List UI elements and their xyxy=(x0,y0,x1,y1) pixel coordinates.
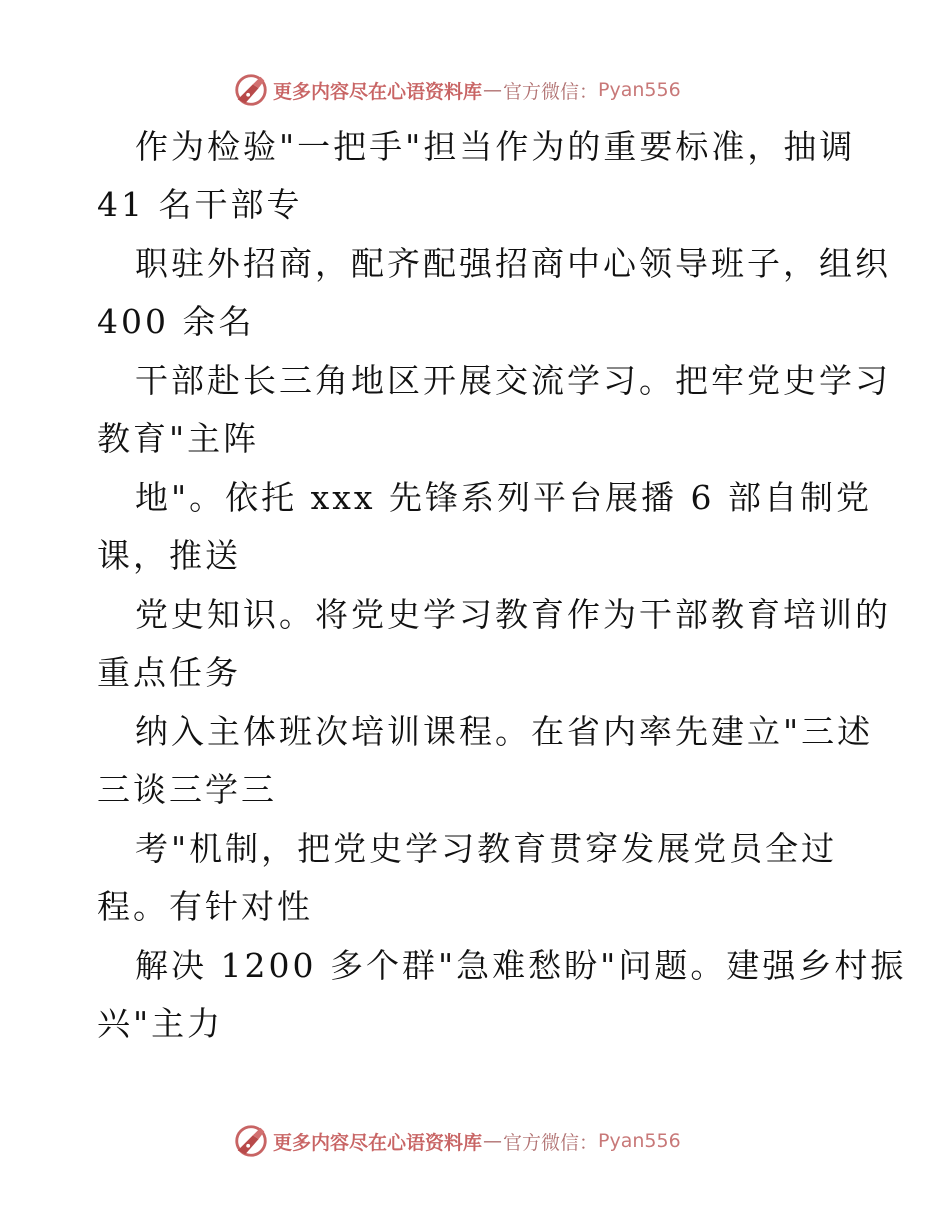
body-line: 400 余名 xyxy=(97,302,255,341)
body-line: 地"。依托 xxx 先锋系列平台展播 6 部自制党 xyxy=(135,478,872,517)
body-line: 考"机制，把党史学习教育贯穿发展党员全过 xyxy=(135,829,838,868)
body-line: 纳入主体班次培训课程。在省内率先建立"三述 xyxy=(135,712,874,751)
header-separator: — xyxy=(483,79,503,101)
body-line: 重点任务 xyxy=(97,653,241,692)
body-line: 兴"主力 xyxy=(97,1004,224,1043)
body-line: 职驻外招商，配齐配强招商中心领导班子，组织 xyxy=(135,244,891,283)
body-line: 党史知识。将党史学习教育作为干部教育培训的 xyxy=(135,595,891,634)
body-line: 解决 1200 多个群"急难愁盼"问题。建强乡村振 xyxy=(135,946,907,985)
header-wechat-label: 官方微信： xyxy=(503,80,599,103)
footer-wechat-id: Pyan556 xyxy=(598,1130,681,1152)
footer-banner xyxy=(232,1121,681,1161)
body-line: 课，推送 xyxy=(97,536,241,575)
body-line: 教育"主阵 xyxy=(97,419,260,458)
body-line: 三谈三学三 xyxy=(97,770,277,809)
body-line: 作为检验"一把手"担当作为的重要标准，抽调 xyxy=(135,127,856,166)
body-line: 干部赴长三角地区开展交流学习。把牢党史学习 xyxy=(135,361,891,400)
footer-wechat-label: 官方微信： xyxy=(503,1131,599,1154)
footer-separator: — xyxy=(483,1130,503,1152)
body-line: 41 名干部专 xyxy=(97,185,303,224)
pen-nib-circle-logo-icon xyxy=(232,71,270,109)
header-wechat-id: Pyan556 xyxy=(598,79,681,101)
body-line: 程。有针对性 xyxy=(97,887,313,926)
footer-site-text: 更多内容尽在心语资料库 xyxy=(273,1131,483,1154)
header-banner xyxy=(232,70,681,110)
header-site-text: 更多内容尽在心语资料库 xyxy=(273,80,483,103)
pen-nib-circle-logo-icon xyxy=(232,1122,270,1160)
